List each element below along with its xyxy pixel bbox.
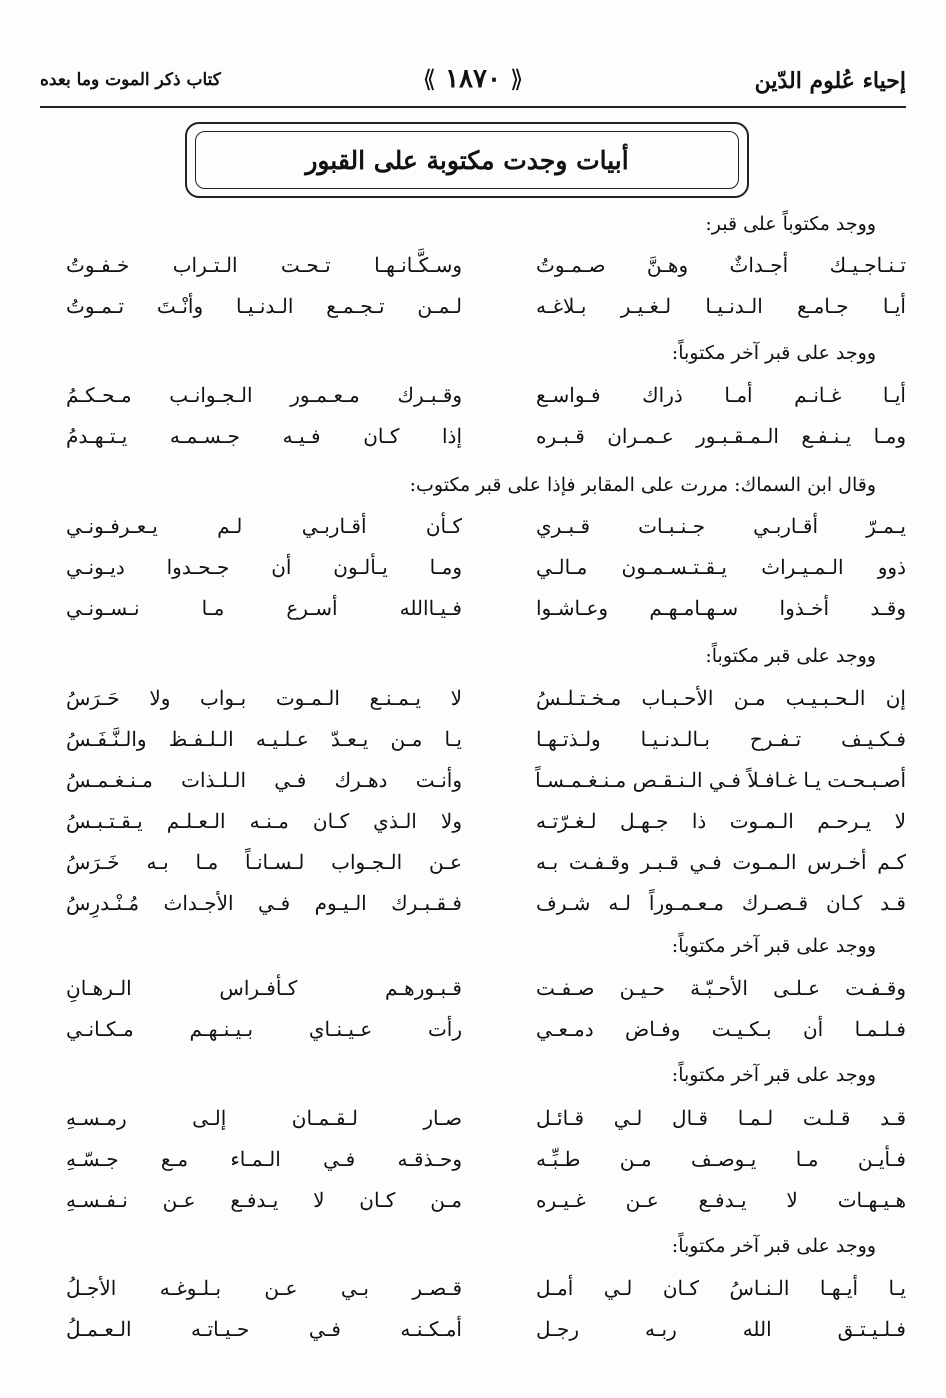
ornament-right-icon: ⟫ [509,65,524,93]
verse-first-hemistich: وقـفـت عـلـى الأحـبّـة حـيـن صـفـت [536,976,906,1000]
section-title: أبيات وجدت مكتوبة على القبور [195,131,739,189]
verse-second-hemistich: وحـذقـه فـي الـمـاء مـع جـسّـهِ [66,1147,462,1171]
verse-second-hemistich: فـيـاالله أسـرع مـا نـسـونـي [66,596,462,620]
verse-second-hemistich: إذا كـان فـيـه جـسـمـه يـتـهـدمُ [66,424,462,448]
block-intro: ووجد على قبر آخر مكتوباً: [671,1064,876,1086]
page-number [423,64,524,94]
verse-second-hemistich: قـصـر بـي عـن بـلـوغـه الأجـلُ [66,1276,462,1300]
verse-second-hemistich: وأنـت دهـرك فـي الـلـذات مـنـغـمـسُ [66,768,462,792]
verse-first-hemistich: فـأيـن مـا يـوصـف مـن طـبِّـه [536,1147,906,1171]
verse-second-hemistich: قـبـورهـم كـأفـراس الـرهـانِ [66,976,462,1000]
verse-second-hemistich: عـن الـجـواب لـسـانـاً مـا بـه خَـرَسُ [66,850,462,874]
ornament-left-icon: ⟪ [422,65,437,93]
block-intro: ووجد على قبر آخر مكتوباً: [671,1235,876,1257]
verse-second-hemistich: صـار لـقـمـان إلـى رمـسـهِ [66,1106,462,1130]
verse-first-hemistich: ومـا يـنـفـع الـمـقـبـور عـمـران قـبـره [536,424,906,448]
block-intro: ووجد مكتوباً على قبر: [705,213,876,235]
verse-first-hemistich: يـا أيـهـا الـنـاسُ كـان لـي أمـل [536,1276,906,1300]
verse-second-hemistich: رأت عـيـنـاي بـيـنـهـم مـكـانـي [66,1017,462,1041]
verse-first-hemistich: قـد قـلـت لـمـا قـال لـي قـائـل [536,1106,906,1130]
verse-first-hemistich: وقـد أخـذوا سـهـامـهـم وعـاشـوا [536,596,906,620]
verse-first-hemistich: هـيـهـات لا يـدفـع عـن غـيـره [536,1188,906,1212]
block-intro: ووجد على قبر آخر مكتوباً: [671,342,876,364]
verse-first-hemistich: فـلـمـا أن بـكـيـت وفـاض دمـعـي [536,1017,906,1041]
verse-first-hemistich: ذوو الـمـيـراث يـقـتـسـمـون مـالـي [536,555,906,579]
verse-first-hemistich: يـمـرّ أقـاربـي جـنـبـات قـبـري [536,514,906,538]
verse-first-hemistich: فـلـيـتـق الله ربـه رجـل [536,1317,906,1341]
verse-second-hemistich: ومـا يـألـون أن جـحـدوا ديـونـي [66,555,462,579]
book-title: إحياء عُلوم الدّين [754,68,906,94]
verse-second-hemistich: مـن كـان لا يـدفـع عـن نـفـسـهِ [66,1188,462,1212]
verse-first-hemistich: إن الـحـبـيـب مـن الأحـبـاب مـخـتـلـسُ [536,686,906,710]
verse-first-hemistich: أيـا غـانـم أمـا ذراك فـواسـع [536,383,906,407]
verse-first-hemistich: أصـبـحـت يـا غـافـلاً فـي الـنـقـص مـنـغـمـسـاً [535,768,906,792]
verse-second-hemistich: يـا مـن يـعـدّ عـلـيـه الـلـفـظ والـنَّـفَـسُ [66,727,462,751]
verse-second-hemistich: وسـكَّـانـهـا تـحـت الـتـراب خـفـوتُ [66,253,462,277]
verse-second-hemistich: لا يـمـنـع الـمـوت بـواب ولا حَـرَسُ [66,686,462,710]
verse-second-hemistich: أمـكـنـه فـي حـيـاتـه الـعـمـلُ [66,1317,462,1341]
block-intro: وقال ابن السماك: مررت على المقابر فإذا على قبر مكتوب: [409,474,876,496]
verse-second-hemistich: فـقـبـرك الـيـوم فـي الأجـداث مُـنْـدرِسُ [66,891,462,915]
verse-first-hemistich: قـد كـان قـصـرك مـعـمـوراً لـه شـرف [536,891,906,915]
verse-first-hemistich: أيـا جـامـع الـدنـيـا لـغـيـر بـلاغـه [536,294,906,318]
verse-second-hemistich: كـأن أقـاربـي لـم يـعـرفـونـي [66,514,462,538]
page-number-value: ١٨٧٠ [445,64,501,94]
verse-second-hemistich: ولا الـذي كـان مـنـه الـعـلـم يـقـتـبـسُ [66,809,462,833]
verse-first-hemistich: فـكـيـف تـفـرح بـالـدنـيـا ولـذتـهـا [536,727,906,751]
verse-second-hemistich: وقـبـرك مـعـمـور الـجـوانـب مـحـكـمُ [66,383,462,407]
page-header [40,60,906,108]
chapter-title: كتاب ذكر الموت وما بعده [40,70,221,90]
section-title-frame [185,122,749,198]
verse-first-hemistich: كـم أخـرس الـمـوت فـي قـبـر وقـفـت بـه [536,850,906,874]
block-intro: ووجد على قبر آخر مكتوباً: [671,935,876,957]
verse-first-hemistich: لا يـرحـم الـمـوت ذا جـهـل لـغـرّتـه [536,809,906,833]
verse-second-hemistich: لـمـن تـجـمـع الـدنـيـا وأنْـتَ تـمـوتُ [66,294,462,318]
verse-first-hemistich: تـنـاجـيـك أجـداثٌ وهـنَّ صـمـوتُ [536,253,906,277]
block-intro: ووجد على قبر مكتوباً: [705,645,876,667]
